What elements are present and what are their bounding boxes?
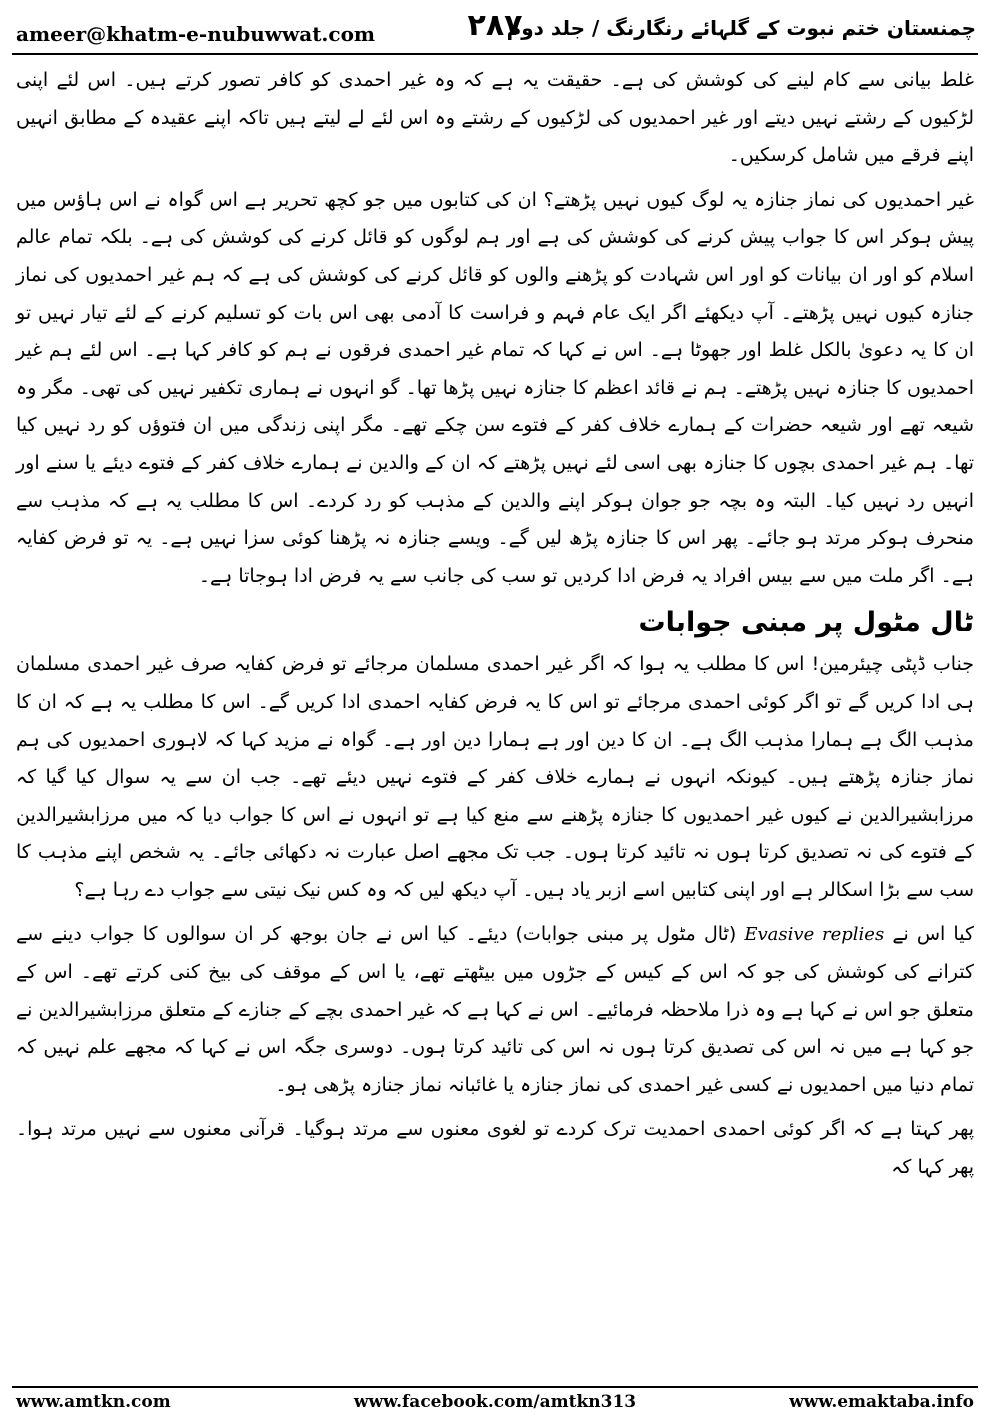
footer-link-facebook[interactable]: www.facebook.com/amtkn313 xyxy=(353,1392,637,1412)
section-heading: ٹال مٹول پر مبنی جوابات xyxy=(638,607,974,639)
paragraph-4 xyxy=(16,916,974,1104)
english-term: Evasive replies xyxy=(744,924,885,946)
paragraph-3: جناب ڈپٹی چیئرمین! اس کا مطلب یہ ہوا کہ اگر غیر احمدی مسلمان مرجائے تو فرض کفایہ صرف غیر احمدی مسلمان ہی ادا کریں گے تو اگر کوئی احمدی مرجائے تو اس کا یہ فرض کفایہ احمدی ادا کریں گے۔ اس کا مطلب یہ ہے کہ ان کا مذہب الگ ہے ہمارا مذہب الگ ہے۔ ان کا دین اور ہے ہمارا دین اور ہے۔ گواہ نے مزید کہا کہ لاہوری احمدیوں کی ہم نماز جنازہ پڑھتے ہیں۔ کیونکہ انہوں نے ہمارے خلاف کفر کے فتوے نہیں دیئے تھے۔ جب ان سے یہ سوال کیا گیا کہ مرزابشیرالدین نے کیوں غیر احمدیوں کا جنازہ پڑھنے سے منع کیا ہے تو انہوں نے اس کا جواب دیا کہ میں مرزابشیرالدین کے فتوے کی نہ تصدیق کرتا ہوں نہ تائید کرتا ہوں۔ جب تک مجھے اصل عبارت نہ دکھائی جائے۔ یہ شخص اپنے مذہب کا سب سے بڑا اسکالر ہے اور اپنی کتابیں اسے ازبر یاد ہیں۔ آپ دیکھ لیں کہ وہ کس نیک نیتی سے جواب دے رہا ہے؟ xyxy=(16,653,974,901)
paragraph-5: پھر کہتا ہے کہ اگر کوئی احمدی احمدیت ترک کردے تو لغوی معنوں سے مرتد ہوگیا۔ قرآنی معنوں سے نہیں مرتد ہوا۔ پھر کہا کہ xyxy=(16,1118,974,1179)
header-divider xyxy=(12,53,978,55)
header-email[interactable]: ameer@khatm-e-nubuwwat.com xyxy=(16,22,376,46)
footer-divider xyxy=(12,1386,978,1388)
paragraph-4-rest: (ٹال مٹول پر مبنی جوابات) دیئے۔ کیا اس نے جان بوجھ کر ان سوالوں کا جواب دینے سے کترانے کی کوشش کی جو کہ اس کے کیس کے جڑوں میں بیٹھتے تھے، یا اس کے موقف کی بیخ کنی کرتے تھے۔ اس کے متعلق جو اس نے کہا ہے وہ ذرا ملاحظہ فرمائیے۔ اس نے کہا ہے کہ غیر احمدی بچے کے جنازے کے متعلق مرزابشیرالدین نے جو کہا ہے میں نہ اس کی تصدیق کرتا ہوں نہ اس کی تائید کرتا ہوں۔ دوسری جگہ اس نے کہا کہ مجھے علم نہیں کہ تمام دنیا میں احمدیوں نے کسی غیر احمدی کی نماز جنازہ یا غائبانہ نماز جنازہ پڑھی ہو۔ xyxy=(16,923,974,1096)
paragraph-2: غیر احمدیوں کی نماز جنازہ یہ لوگ کیوں نہیں پڑھتے؟ ان کی کتابوں میں جو کچھ تحریر ہے اس گواہ نے اس ہاؤس میں پیش ہوکر اس کا جواب پیش کرنے کی کوشش کی ہے اور ہم لوگوں کو قائل کرنے کی کوشش کی ہے۔ بلکہ تمام عالم اسلام کو اور ان بیانات کو اور اس شہادت کو پڑھنے والوں کو قائل کرنے کی کوشش کی ہے کہ ہم غیر احمدیوں کی نماز جنازہ کیوں نہیں پڑھتے۔ آپ دیکھئے اگر ایک عام فہم و فراست کا آدمی بھی اس بات کو تسلیم کرنے کے لئے تیار نہیں تو ان کا یہ دعویٰ بالکل غلط اور جھوٹا ہے۔ اس نے کہا کہ تمام غیر احمدی فرقوں نے ہم کو کافر کہا ہے۔ اس لئے ہم غیر احمدیوں کا جنازہ نہیں پڑھتے۔ ہم نے قائد اعظم کا جنازہ نہیں پڑھا تھا۔ گو انہوں نے ہماری تکفیر نہیں کی تھی۔ مگر وہ شیعہ تھے اور شیعہ حضرات کے ہمارے خلاف کفر کے فتوے سن چکے تھے۔ مگر اپنی زندگی میں ان فتوؤں کو رد نہیں کیا تھا۔ ہم غیر احمدی بچوں کا جنازہ بھی اسی لئے نہیں پڑھتے کہ ان کے والدین نے ہمارے خلاف کفر کے فتوے دیئے یا سنے اور انہیں رد نہیں کیا۔ البتہ وہ بچہ جو جوان ہوکر اپنے والدین کے مذہب کو رد کردے۔ اس کا مطلب یہ ہے کہ مذہب سے منحرف ہوکر مرتد ہو جائے۔ پھر اس کا جنازہ پڑھ لیں گے۔ ویسے جنازہ نہ پڑھنا کوئی سزا نہیں ہے۔ یہ تو فرض کفایہ ہے۔ اگر ملت میں سے بیس افراد یہ فرض ادا کردیں تو سب کی جانب سے یہ فرض ادا ہوجاتا ہے۔ xyxy=(16,188,974,587)
book-title: چمنستان ختم نبوت کے گلہائے رنگارنگ / جلد دوم xyxy=(506,16,976,40)
paragraph-1: غلط بیانی سے کام لینے کی کوشش کی ہے۔ حقیقت یہ ہے کہ وہ غیر احمدی کو کافر تصور کرتے ہیں۔ اس لئے اپنی لڑکیوں کے رشتے نہیں دیتے اور غیر احمدیوں کی لڑکیوں کے رشتے وہ اس لئے لے لیتے ہیں تاکہ اپنے عقیدہ کے مطابق انہیں اپنے فرقے میں شامل کرسکیں۔ xyxy=(16,69,974,167)
page-number: ۲۸۷ xyxy=(467,8,523,43)
footer-link-amtkn[interactable]: www.amtkn.com xyxy=(16,1392,171,1412)
footer-link-emaktaba[interactable]: www.emaktaba.info xyxy=(789,1392,974,1412)
paragraph-4-start: کیا اس نے xyxy=(892,923,974,946)
page-body xyxy=(16,62,974,1194)
